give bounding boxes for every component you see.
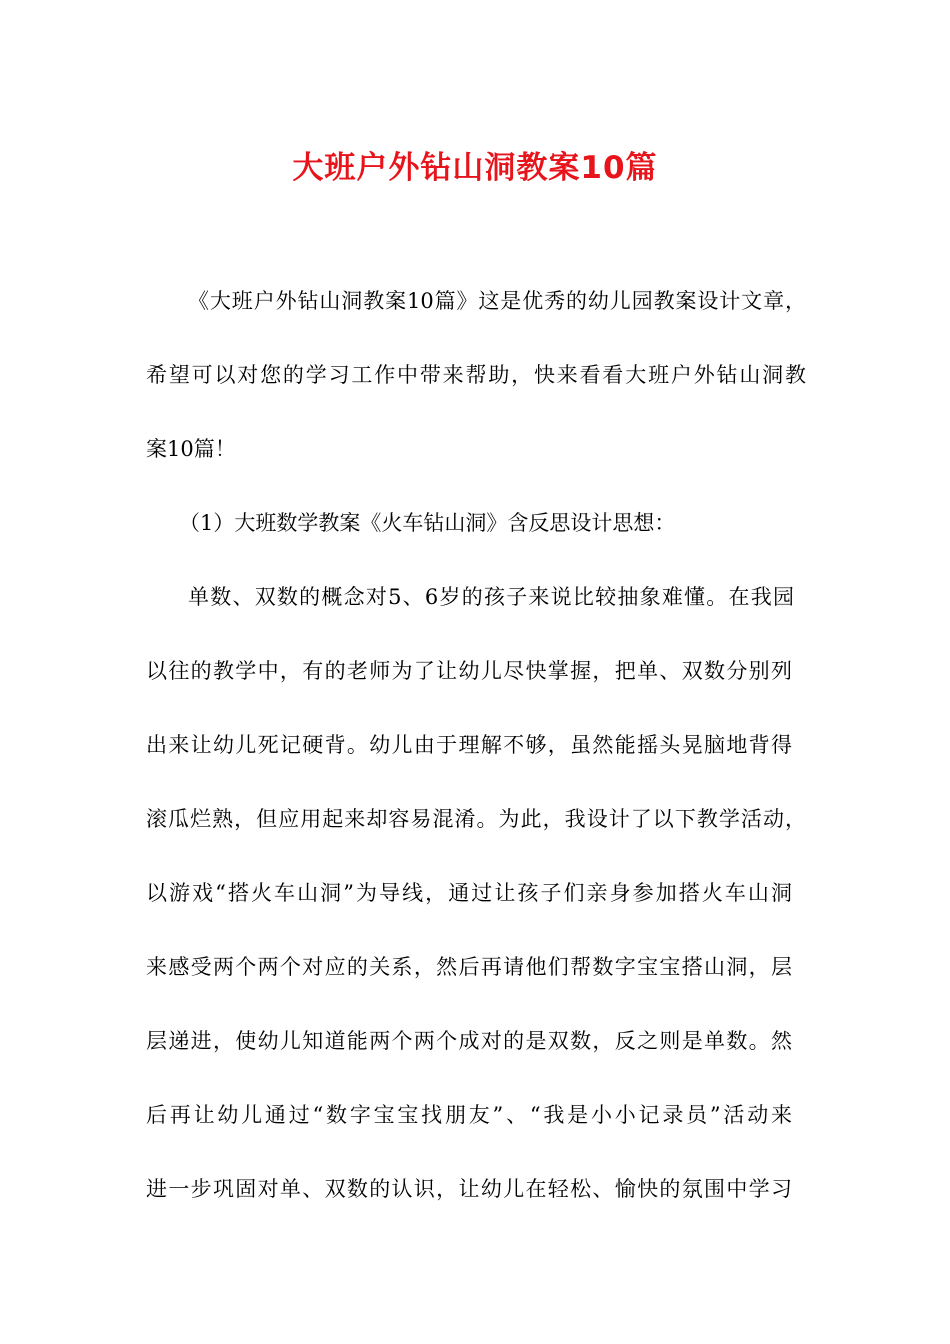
paragraph-line: 进一步巩固对单、双数的认识，让幼儿在轻松、愉快的氛围中学习 — [146, 1177, 792, 1201]
paragraph-line: 来感受两个两个对应的关系，然后再请他们帮数字宝宝搭山洞，层 — [146, 955, 792, 979]
paragraph-line: 案10篇！ — [146, 437, 236, 461]
paragraph-line: 以往的教学中，有的老师为了让幼儿尽快掌握，把单、双数分别列 — [146, 659, 792, 683]
paragraph-line: 单数、双数的概念对5、6岁的孩子来说比较抽象难懂。在我园 — [188, 585, 794, 609]
paragraph-line: 以游戏“搭火车山洞”为导线，通过让孩子们亲身参加搭火车山洞 — [146, 881, 792, 905]
paragraph-line: 滚瓜烂熟，但应用起来却容易混淆。为此，我设计了以下教学活动， — [146, 807, 806, 831]
section-heading: （1）大班数学教案《火车钻山洞》含反思设计思想： — [179, 511, 676, 535]
paragraph-line: 《大班户外钻山洞教案10篇》这是优秀的幼儿园教案设计文章， — [188, 289, 806, 313]
document-title: 大班户外钻山洞教案10篇 — [292, 150, 658, 186]
paragraph-line: 后再让幼儿通过“数字宝宝找朋友”、“我是小小记录员”活动来 — [146, 1103, 792, 1127]
paragraph-line: 出来让幼儿死记硬背。幼儿由于理解不够，虽然能摇头晃脑地背得 — [146, 733, 792, 757]
paragraph-line: 层递进，使幼儿知道能两个两个成对的是双数，反之则是单数。然 — [146, 1029, 792, 1053]
paragraph-line: 希望可以对您的学习工作中带来帮助，快来看看大班户外钻山洞教 — [146, 363, 806, 387]
